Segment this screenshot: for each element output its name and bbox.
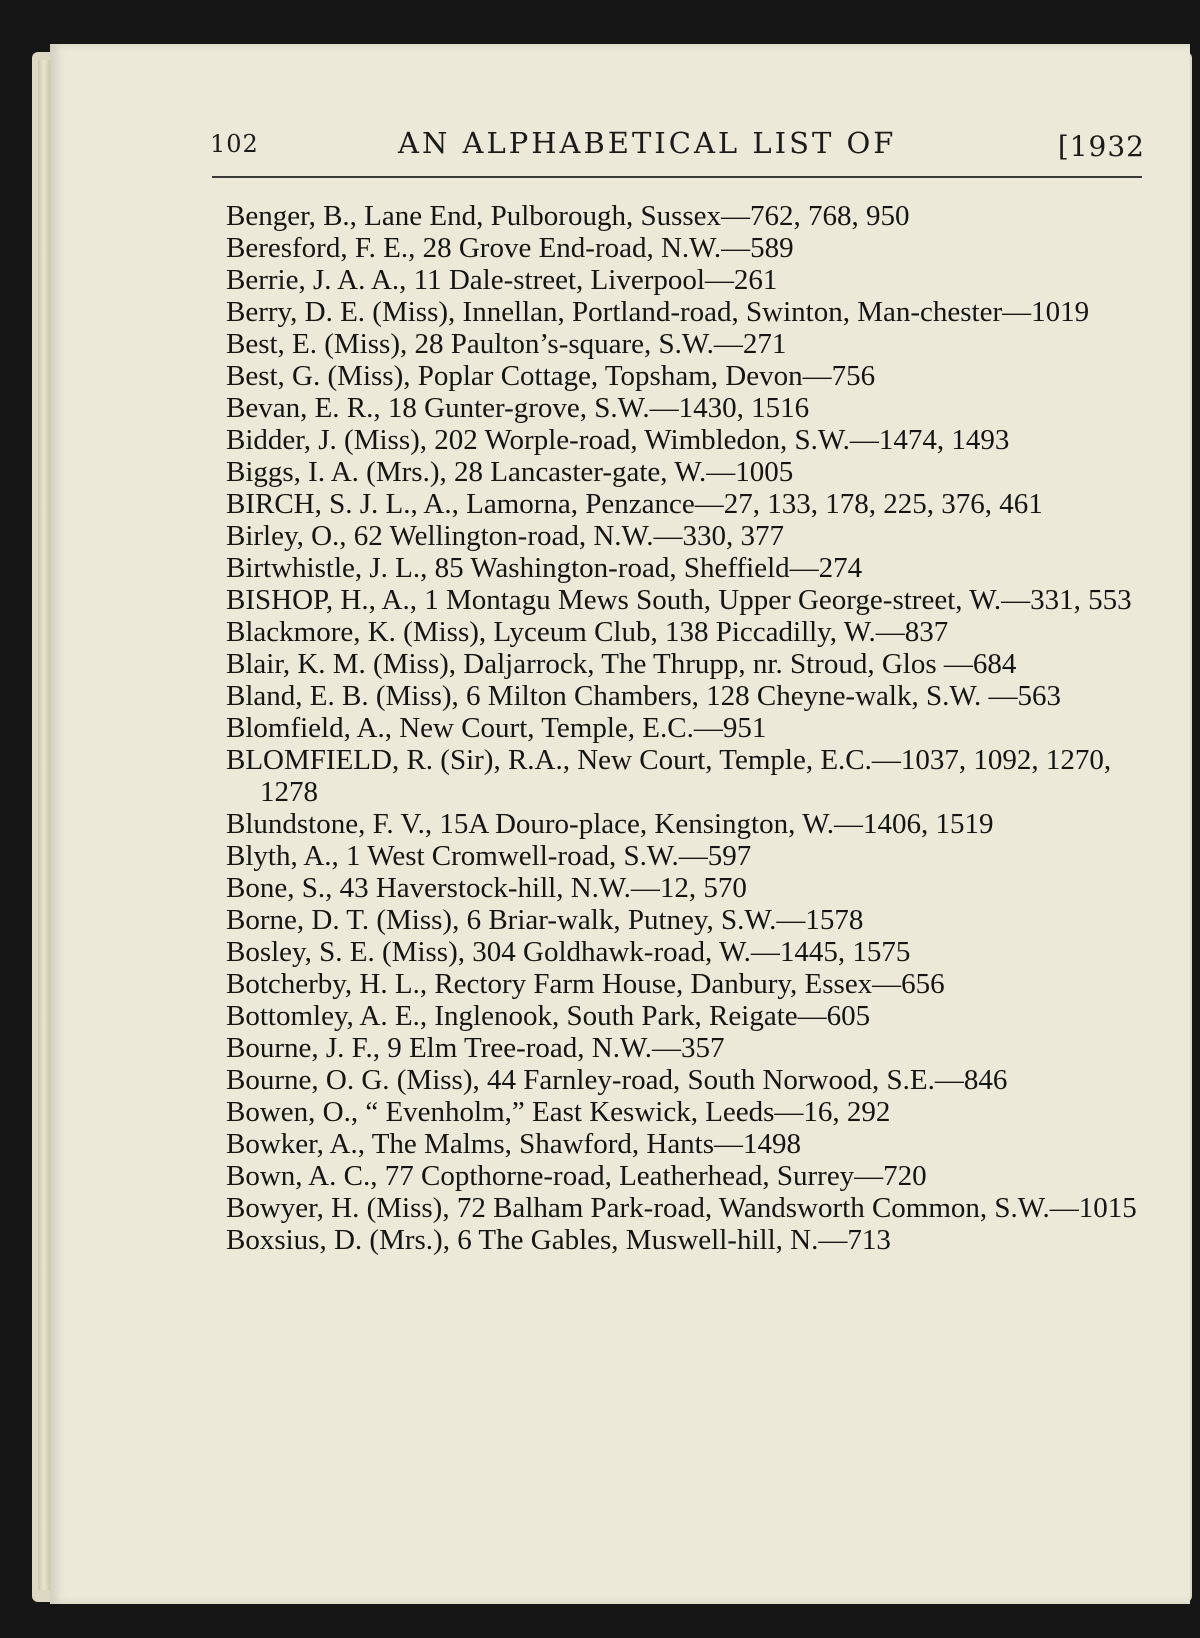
list-item: Bone, S., 43 Haverstock-hill, N.W.—12, 570 — [226, 872, 747, 904]
list-item: Benger, B., Lane End, Pulborough, Sussex—762, 768, 950 — [226, 200, 910, 232]
list-item: Bottomley, A. E., Inglenook, South Park, Reigate—605 — [226, 1000, 871, 1032]
running-title: AN ALPHABETICAL LIST OF — [398, 126, 897, 160]
list-item: Blomfield, A., New Court, Temple, E.C.—951 — [226, 712, 767, 744]
list-item: Bourne, J. F., 9 Elm Tree-road, N.W.—357 — [226, 1032, 725, 1064]
list-item: Botcherby, H. L., Rectory Farm House, Danbury, Essex—656 — [226, 968, 945, 1000]
list-item: Birley, O., 62 Wellington-road, N.W.—330, 377 — [226, 520, 785, 552]
list-item: BISHOP, H., A., 1 Montagu Mews South, Upper George-street, W.—331, 553 — [226, 584, 1132, 616]
list-item: Bevan, E. R., 18 Gunter-grove, S.W.—1430, 1516 — [226, 392, 810, 424]
list-item: Biggs, I. A. (Mrs.), 28 Lancaster-gate, W.—1005 — [226, 456, 794, 488]
list-item: Bland, E. B. (Miss), 6 Milton Chambers, 128 Cheyne-walk, S.W. —563 — [226, 680, 1062, 712]
page-edge — [38, 60, 50, 1590]
list-item: Boxsius, D. (Mrs.), 6 The Gables, Muswell-hill, N.—713 — [226, 1224, 891, 1256]
list-item: Blundstone, F. V., 15A Douro-place, Kensington, W.—1406, 1519 — [226, 808, 994, 840]
year-label: [1932 — [1057, 130, 1145, 163]
list-item: Best, E. (Miss), 28 Paulton’s-square, S.W.—271 — [226, 328, 787, 360]
entry-list — [226, 200, 1166, 1256]
list-item: Blair, K. M. (Miss), Daljarrock, The Thrupp, nr. Stroud, Glos —684 — [226, 648, 1017, 680]
list-item: Borne, D. T. (Miss), 6 Briar-walk, Putney, S.W.—1578 — [226, 904, 864, 936]
page-number: 102 — [210, 130, 259, 158]
list-item: Blackmore, K. (Miss), Lyceum Club, 138 Piccadilly, W.—837 — [226, 616, 949, 648]
list-item: Birtwhistle, J. L., 85 Washington-road, Sheffield—274 — [226, 552, 863, 584]
list-item: Berry, D. E. (Miss), Innellan, Portland-road, Swinton, Man-chester—1019 — [226, 296, 1090, 328]
list-item: Bowen, O., “ Evenholm,” East Keswick, Leeds—16, 292 — [226, 1096, 891, 1128]
list-item: Bosley, S. E. (Miss), 304 Goldhawk-road, W.—1445, 1575 — [226, 936, 911, 968]
list-item: Beresford, F. E., 28 Grove End-road, N.W.—589 — [226, 232, 794, 264]
list-item: Bowker, A., The Malms, Shawford, Hants—1498 — [226, 1128, 802, 1160]
list-item: BIRCH, S. J. L., A., Lamorna, Penzance—27, 133, 178, 225, 376, 461 — [226, 488, 1043, 520]
list-item: Bidder, J. (Miss), 202 Worple-road, Wimbledon, S.W.—1474, 1493 — [226, 424, 1010, 456]
header-rule — [212, 176, 1142, 178]
list-item: Berrie, J. A. A., 11 Dale-street, Liverpool—261 — [226, 264, 778, 296]
list-item: Bowyer, H. (Miss), 72 Balham Park-road, Wandsworth Common, S.W.—1015 — [226, 1192, 1137, 1224]
list-item: Bourne, O. G. (Miss), 44 Farnley-road, South Norwood, S.E.—846 — [226, 1064, 1008, 1096]
list-item: Blyth, A., 1 West Cromwell-road, S.W.—597 — [226, 840, 752, 872]
list-item: Bown, A. C., 77 Copthorne-road, Leatherhead, Surrey—720 — [226, 1160, 927, 1192]
list-item: Best, G. (Miss), Poplar Cottage, Topsham, Devon—756 — [226, 360, 876, 392]
list-item: BLOMFIELD, R. (Sir), R.A., New Court, Temple, E.C.—1037, 1092, 1270, 1278 — [226, 744, 1112, 808]
page-header — [170, 118, 1145, 166]
